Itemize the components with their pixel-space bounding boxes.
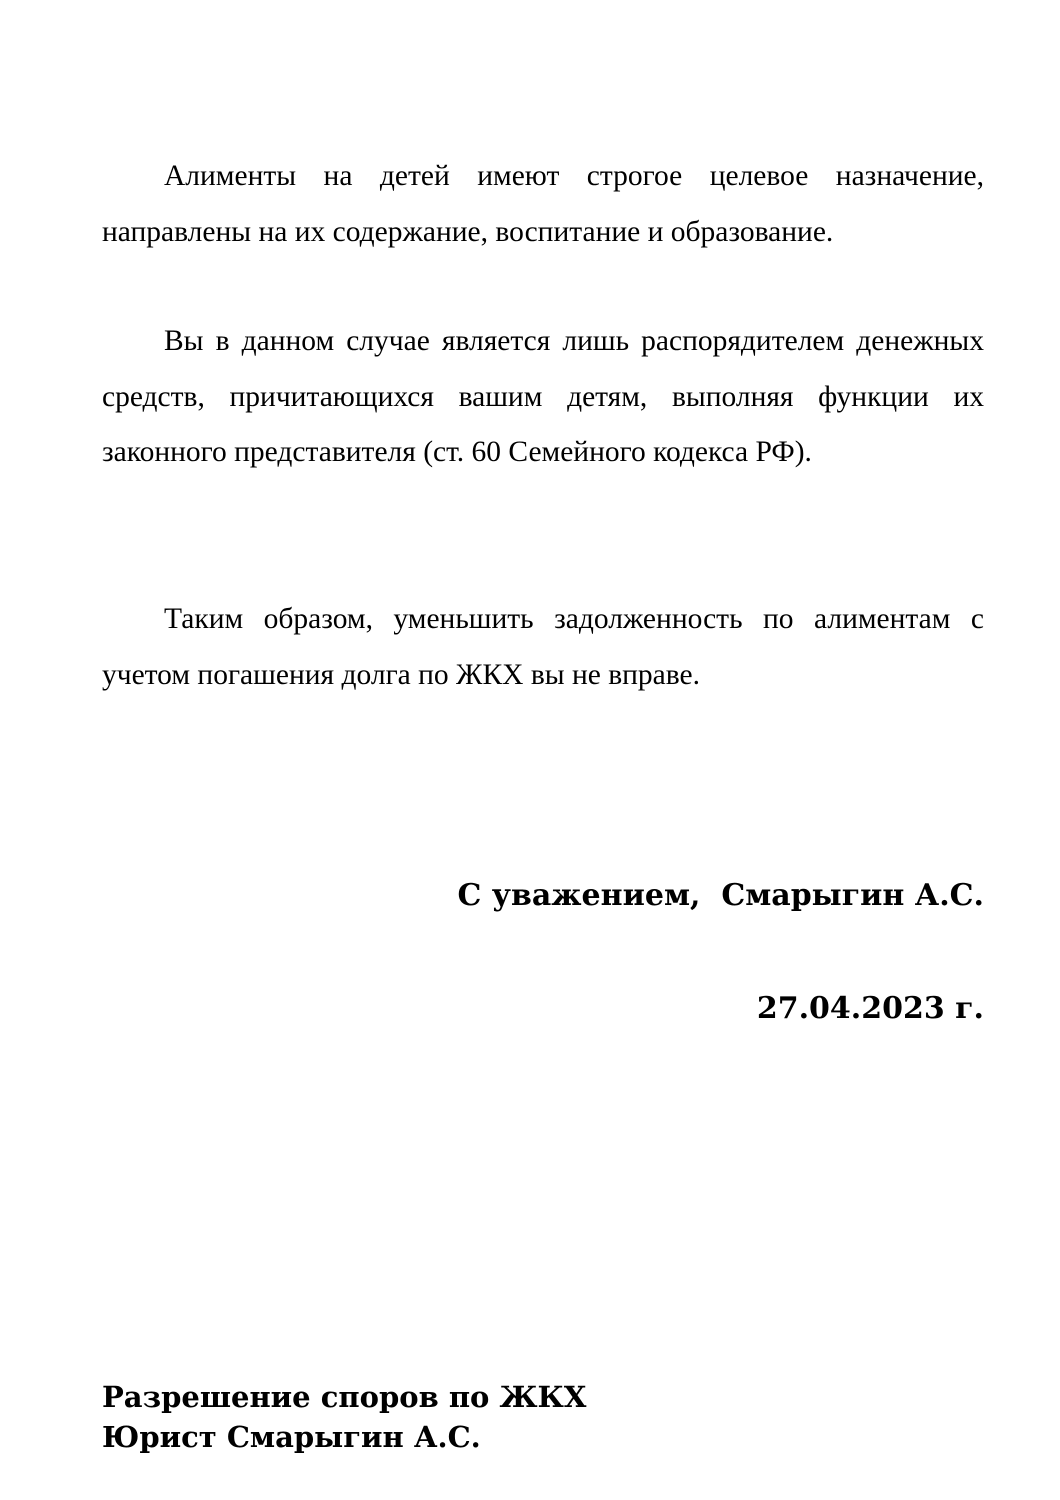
paragraph-alimony-purpose: Алименты на детей имеют строгое целевое назначение, направлены на их содержание, воспитание и образование. <box>102 160 984 248</box>
footer-block <box>102 1377 586 1457</box>
footer-service-title: Разрешение споров по ЖКХ <box>102 1380 587 1414</box>
footer-lawyer-name: Юрист Смарыгин А.С. <box>102 1420 481 1454</box>
paragraph-conclusion: Таким образом, уменьшить задолженность по алиментам с учетом погашения долга по ЖКХ вы не вправе. <box>102 603 984 691</box>
signature-closing: С уважением, Смарыгин А.С. <box>457 878 984 913</box>
signature-date: 27.04.2023 г. <box>756 991 984 1026</box>
paragraph-legal-representative: Вы в данном случае является лишь распорядителем денежных средств, причитающихся вашим детям, выполняя функции их законного представителя (ст. 60 Семейного кодекса РФ). <box>102 325 984 468</box>
